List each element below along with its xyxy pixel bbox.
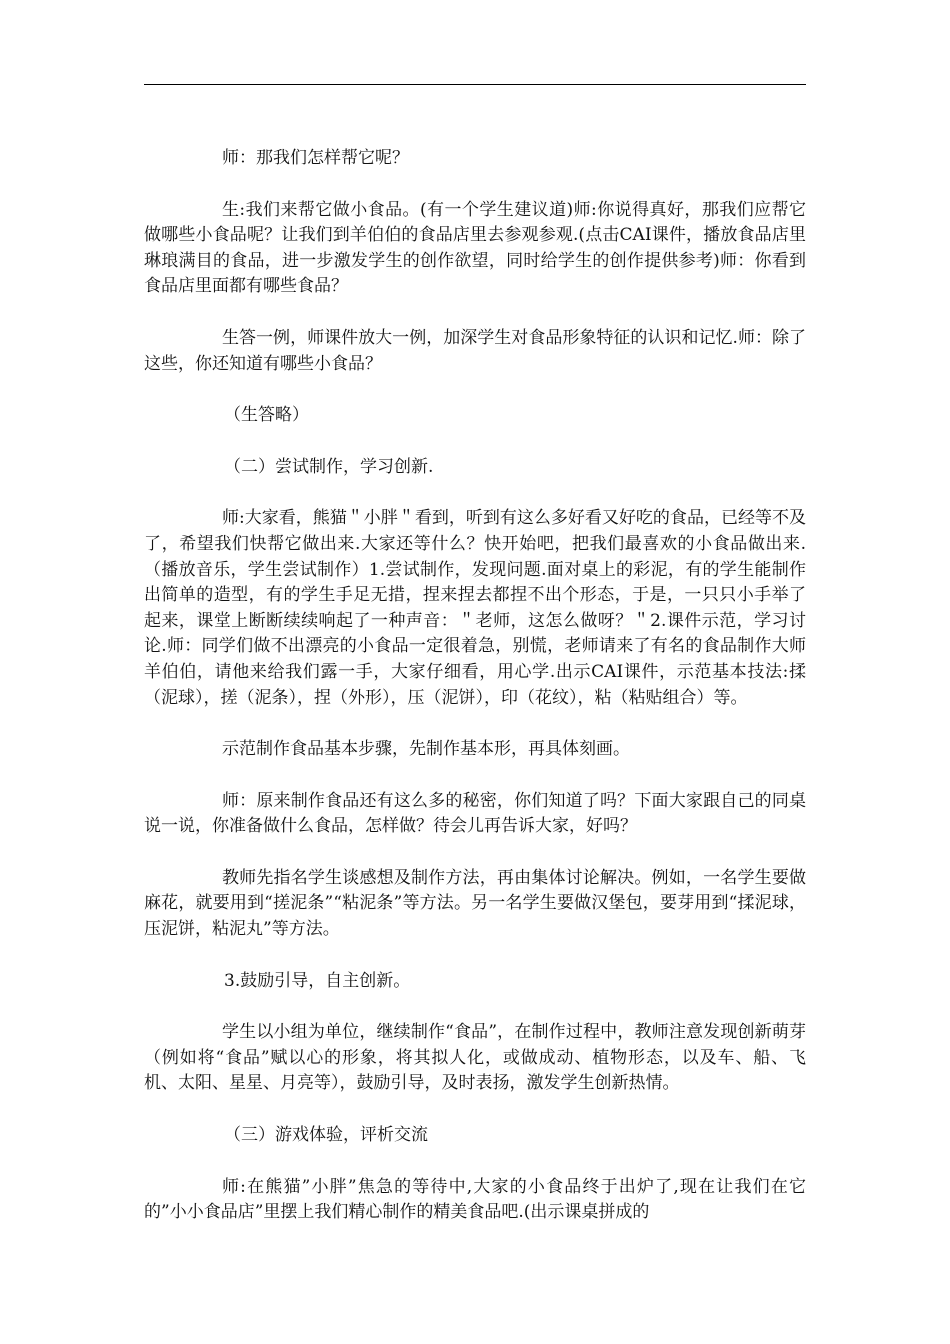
paragraph: 师:大家看，熊猫＂小胖＂看到，听到有这么多好看又好吃的食品，已经等不及了，希望我们快帮它做出来.大家还等什么？快开始吧，把我们最喜欢的小食品做出来.（播放音乐，学生尝试制作）1.尝试制作，发现问题.面对桌上的彩泥，有的学生能制作出简单的造型，有的学生手足无措，捏来捏去都捏不出个形态，于是，一只只小手举了起来，课堂上断断续续响起了一种声音：＂老师，这怎么做呀？＂2.课件示范，学习讨论.师：同学们做不出漂亮的小食品一定很着急，别慌，老师请来了有名的食品制作大师羊伯伯，请他来给我们露一手，大家仔细看，用心学.出示CAI课件，示范基本技法:揉（泥球），搓（泥条），捏（外形），压（泥饼），印（花纹），粘（粘贴组合）等。: [144, 508, 806, 708]
paragraph: 师：原来制作食品还有这么多的秘密，你们知道了吗？下面大家跟自己的同桌说一说，你准备做什么食品，怎样做？待会儿再告诉大家，好吗？: [144, 790, 806, 837]
section-heading: （二）尝试制作，学习创新.: [224, 456, 434, 477]
paragraph: 学生以小组为单位，继续制作“食品”，在制作过程中，教师注意发现创新萌芽（例如将“食品”赋以心的形象，将其拟人化，或做成动、植物形态，以及车、船、飞机、太阳、星星、月亮等），鼓励引导，及时表扬，激发学生创新热情。: [144, 1022, 806, 1094]
paragraph: （生答略）: [224, 405, 309, 426]
paragraph: 师:在熊猫”小胖”焦急的等待中,大家的小食品终于出炉了,现在让我们在它的”小小食品店”里摆上我们精心制作的精美食品吧.(出示课桌拼成的: [144, 1176, 806, 1223]
paragraph: 示范制作食品基本步骤，先制作基本形，再具体刻画。: [222, 739, 630, 760]
header-rule: [144, 84, 806, 85]
paragraph: 教师先指名学生谈感想及制作方法，再由集体讨论解决。例如，一名学生要做麻花，就要用到“搓泥条”“粘泥条”等方法。另一名学生要做汉堡包，要芽用到“揉泥球，压泥饼，粘泥丸”等方法。: [144, 867, 806, 940]
paragraph: 师：那我们怎样帮它呢？: [222, 148, 409, 168]
section-heading: （三）游戏体验，评析交流: [224, 1125, 428, 1146]
body-text: [144, 146, 806, 1252]
paragraph: 生答一例，师课件放大一例，加深学生对食品形象特征的认识和记忆.师：除了这些，你还知道有哪些小食品？: [144, 327, 806, 374]
paragraph: 生:我们来帮它做小食品。(有一个学生建议道)师:你说得真好，那我们应帮它做哪些小食品呢？让我们到羊伯伯的食品店里去参观参观.(点击CAI课件，播放食品店里琳琅满目的食品，进一步激发学生的创作欲望，同时给学生的创作提供参考)师：你看到食品店里面都有哪些食品？: [144, 199, 806, 297]
subsection-heading: 3.鼓励引导，自主创新。: [224, 970, 411, 991]
